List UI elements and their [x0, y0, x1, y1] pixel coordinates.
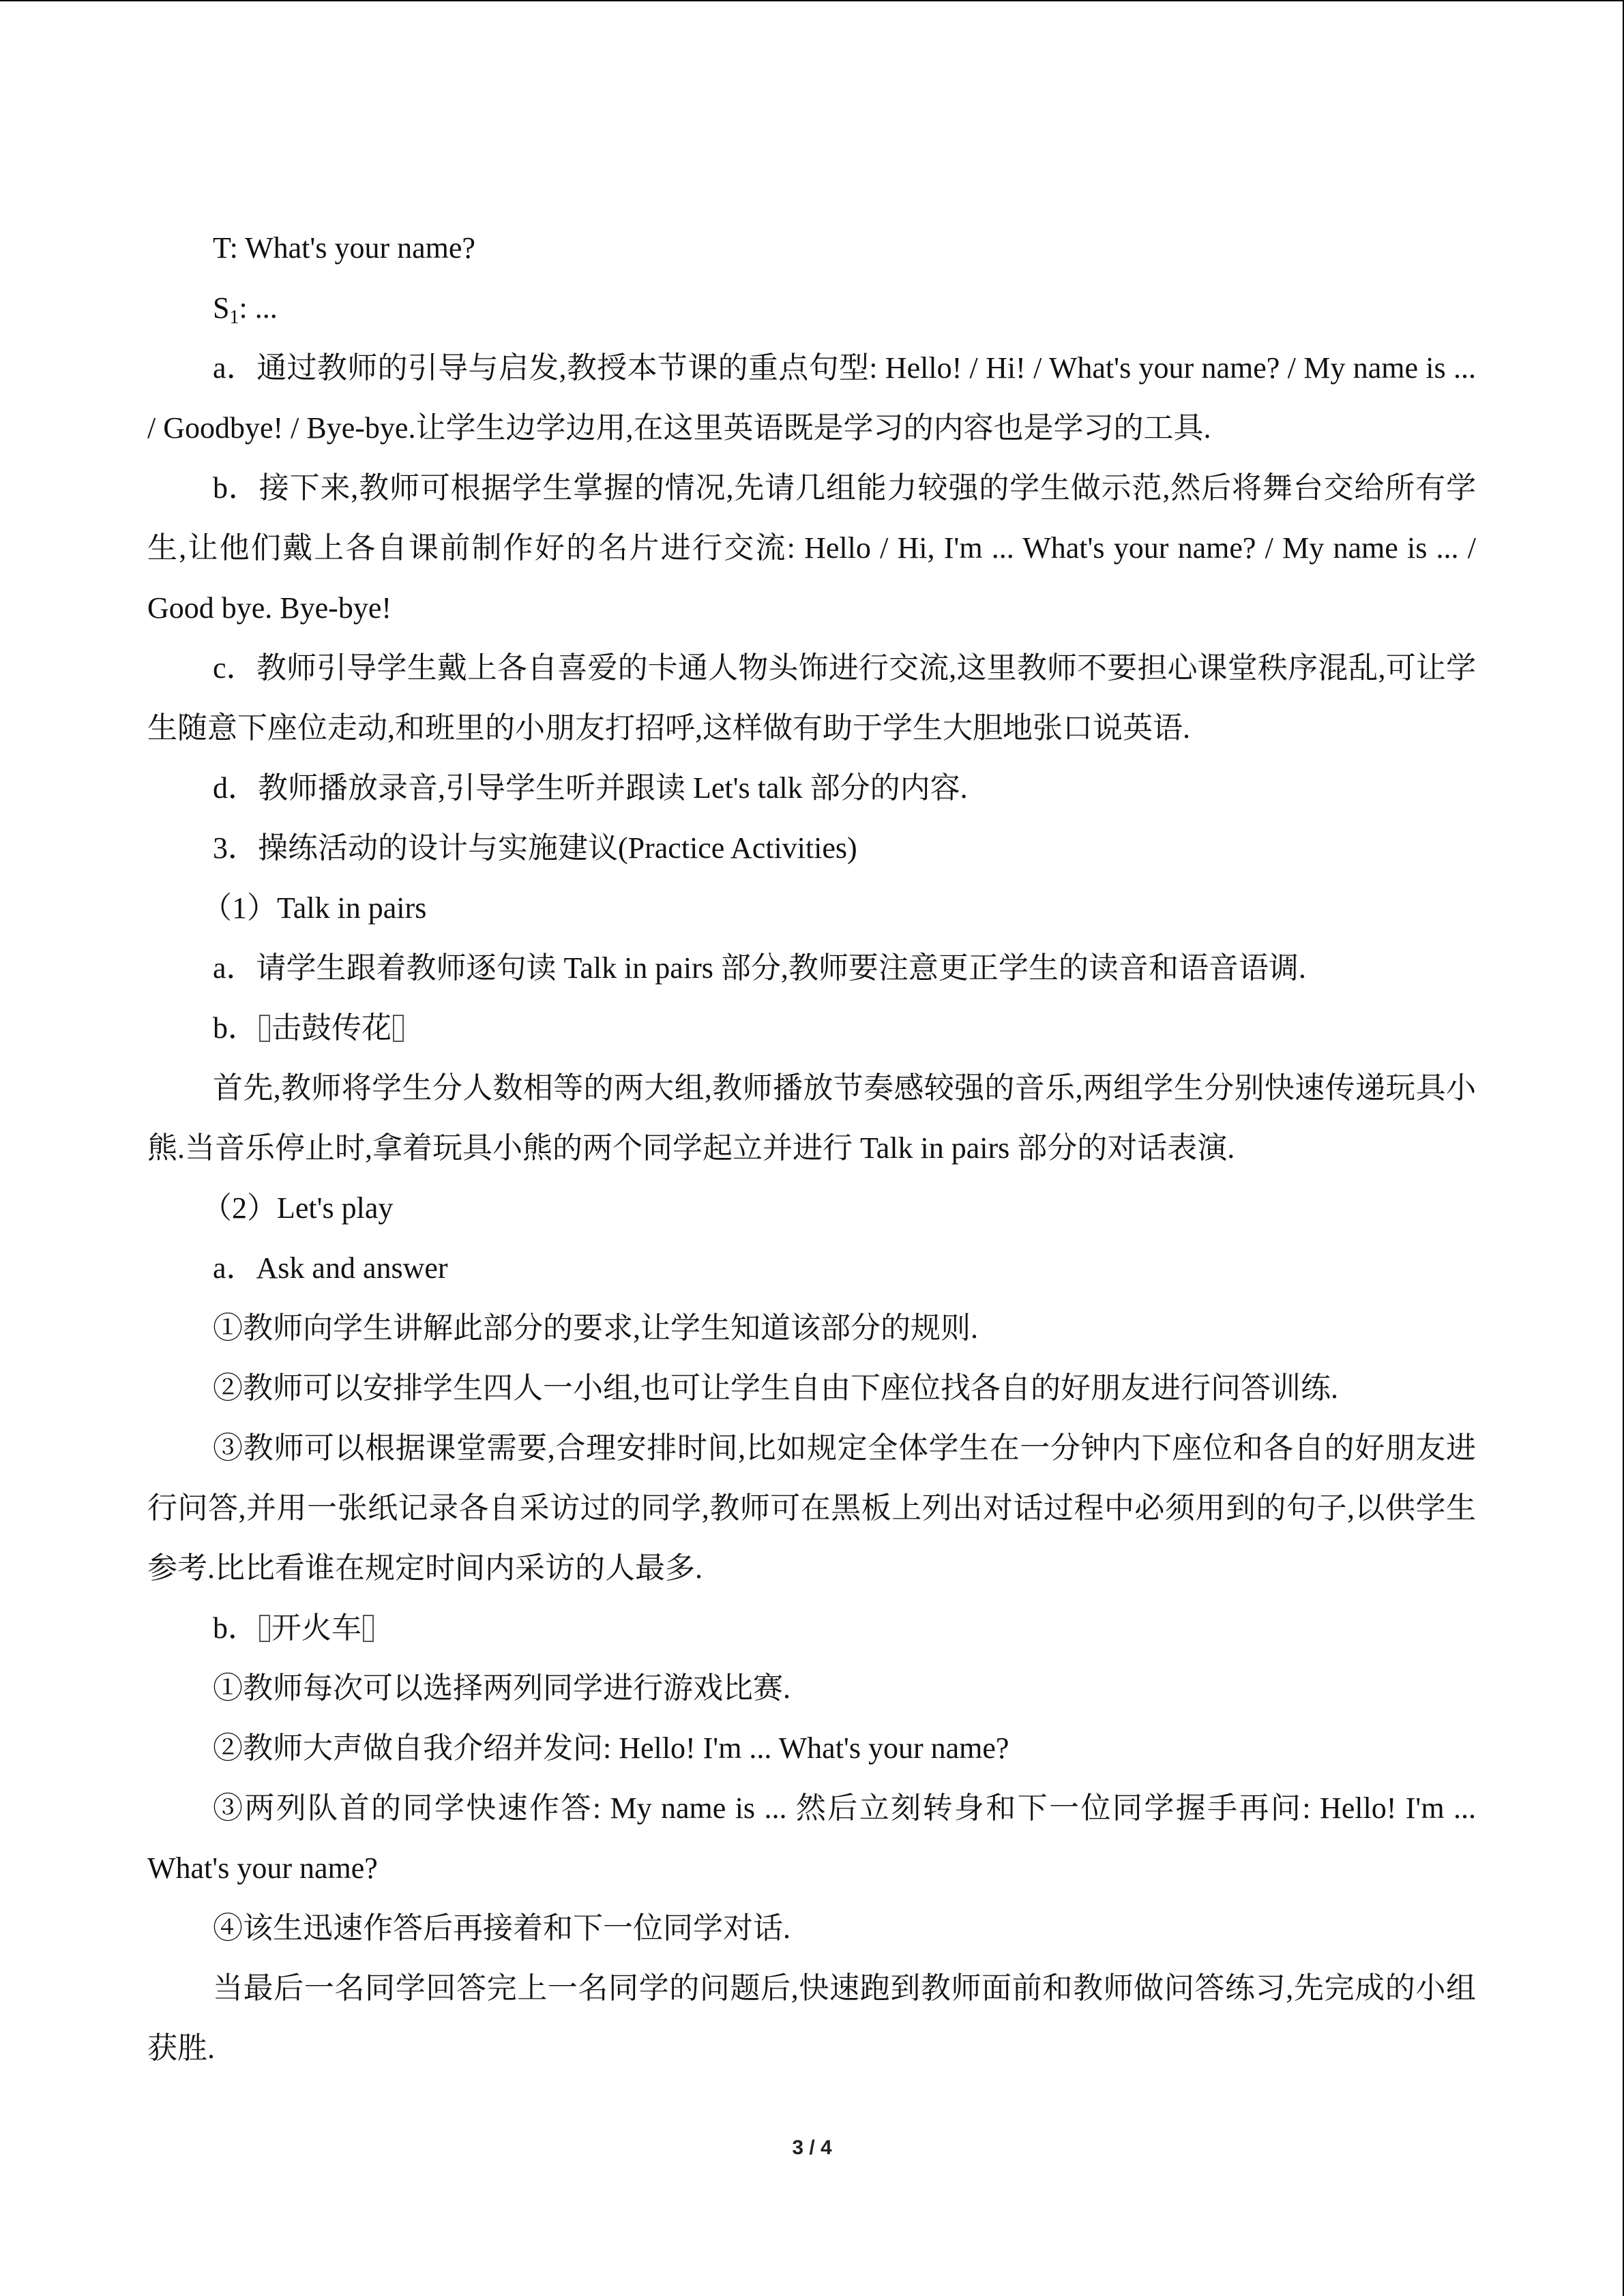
- paragraph: ②教师可以安排学生四人一小组,也可让学生自由下座位找各自的好朋友进行问答训练.: [213, 1371, 1338, 1405]
- paragraph: ①教师每次可以选择两列同学进行游戏比赛.: [213, 1671, 791, 1705]
- item-prefix: b．: [213, 1611, 258, 1645]
- paragraph: b．接下来,教师可根据学生掌握的情况,先请几组能力较强的学生做示范,然后将舞台交给所有学生,让他们戴上各自课前制作好的名片进行交流: Hello / Hi, I'm ... What's your name? / My name is ... / Good bye. Bye-bye!: [147, 471, 1476, 625]
- item-prefix: b．: [213, 1011, 258, 1045]
- paragraph: a．通过教师的引导与启发,教授本节课的重点句型: Hello! / Hi! / What's your name? / My name is ... / Goodbye! / Bye-bye.让学生边学边用,在这里英语既是学习的内容也是学习的工具.: [147, 351, 1476, 445]
- paragraph: [147, 1598, 1476, 1658]
- paragraph: T: What's your name?: [213, 231, 475, 265]
- speaker-subscript: 1: [229, 307, 239, 328]
- paragraph: [147, 278, 1476, 338]
- missing-glyph-icon: [363, 1615, 374, 1642]
- paragraph: ③教师可以根据课堂需要,合理安排时间,比如规定全体学生在一分钟内下座位和各自的好朋友进行问答,并用一张纸记录各自采访过的同学,教师可在黑板上列出对话过程中必须用到的句子,以供学生参考.比比看谁在规定时间内采访的人最多.: [147, 1431, 1476, 1585]
- paragraph: 当最后一名同学回答完上一名同学的问题后,快速跑到教师面前和教师做问答练习,先完成的小组获胜.: [147, 1971, 1476, 2065]
- paragraph: ①教师向学生讲解此部分的要求,让学生知道该部分的规则.: [213, 1311, 978, 1345]
- missing-glyph-icon: [393, 1015, 404, 1042]
- paragraph: 首先,教师将学生分人数相等的两大组,教师播放节奏感较强的音乐,两组学生分别快速传递玩具小熊.当音乐停止时,拿着玩具小熊的两个同学起立并进行 Talk in pairs 部分的对话表演.: [147, 1071, 1476, 1165]
- paragraph: d．教师播放录音,引导学生听并跟读 Let's talk 部分的内容.: [213, 771, 968, 805]
- activity-name: 击鼓传花: [271, 1011, 392, 1045]
- paragraph: ③两列队首的同学快速作答: My name is ... 然后立刻转身和下一位同学握手再问: Hello! I'm ... What's your name?: [147, 1791, 1476, 1885]
- speaker-label: S: [213, 291, 230, 325]
- paragraph: a．Ask and answer: [213, 1251, 448, 1285]
- missing-glyph-icon: [259, 1015, 270, 1042]
- document-body: [147, 218, 1476, 2078]
- activity-name: 开火车: [271, 1611, 361, 1645]
- paragraph: c．教师引导学生戴上各自喜爱的卡通人物头饰进行交流,这里教师不要担心课堂秩序混乱,可让学生随意下座位走动,和班里的小朋友打招呼,这样做有助于学生大胆地张口说英语.: [147, 651, 1476, 745]
- paragraph: ②教师大声做自我介绍并发问: Hello! I'm ... What's your name?: [213, 1731, 1009, 1765]
- subsection-heading: （1）Talk in pairs: [202, 891, 427, 925]
- paragraph: ④该生迅速作答后再接着和下一位同学对话.: [213, 1911, 791, 1945]
- subsection-heading: （2）Let's play: [202, 1191, 394, 1225]
- page-number: 3 / 4: [792, 2136, 832, 2159]
- missing-glyph-icon: [259, 1615, 270, 1642]
- paragraph: [147, 998, 1476, 1058]
- speaker-text: : ...: [239, 291, 278, 325]
- paragraph: a．请学生跟着教师逐句读 Talk in pairs 部分,教师要注意更正学生的读音和语音语调.: [213, 951, 1306, 985]
- section-heading: 3．操练活动的设计与实施建议(Practice Activities): [213, 831, 857, 865]
